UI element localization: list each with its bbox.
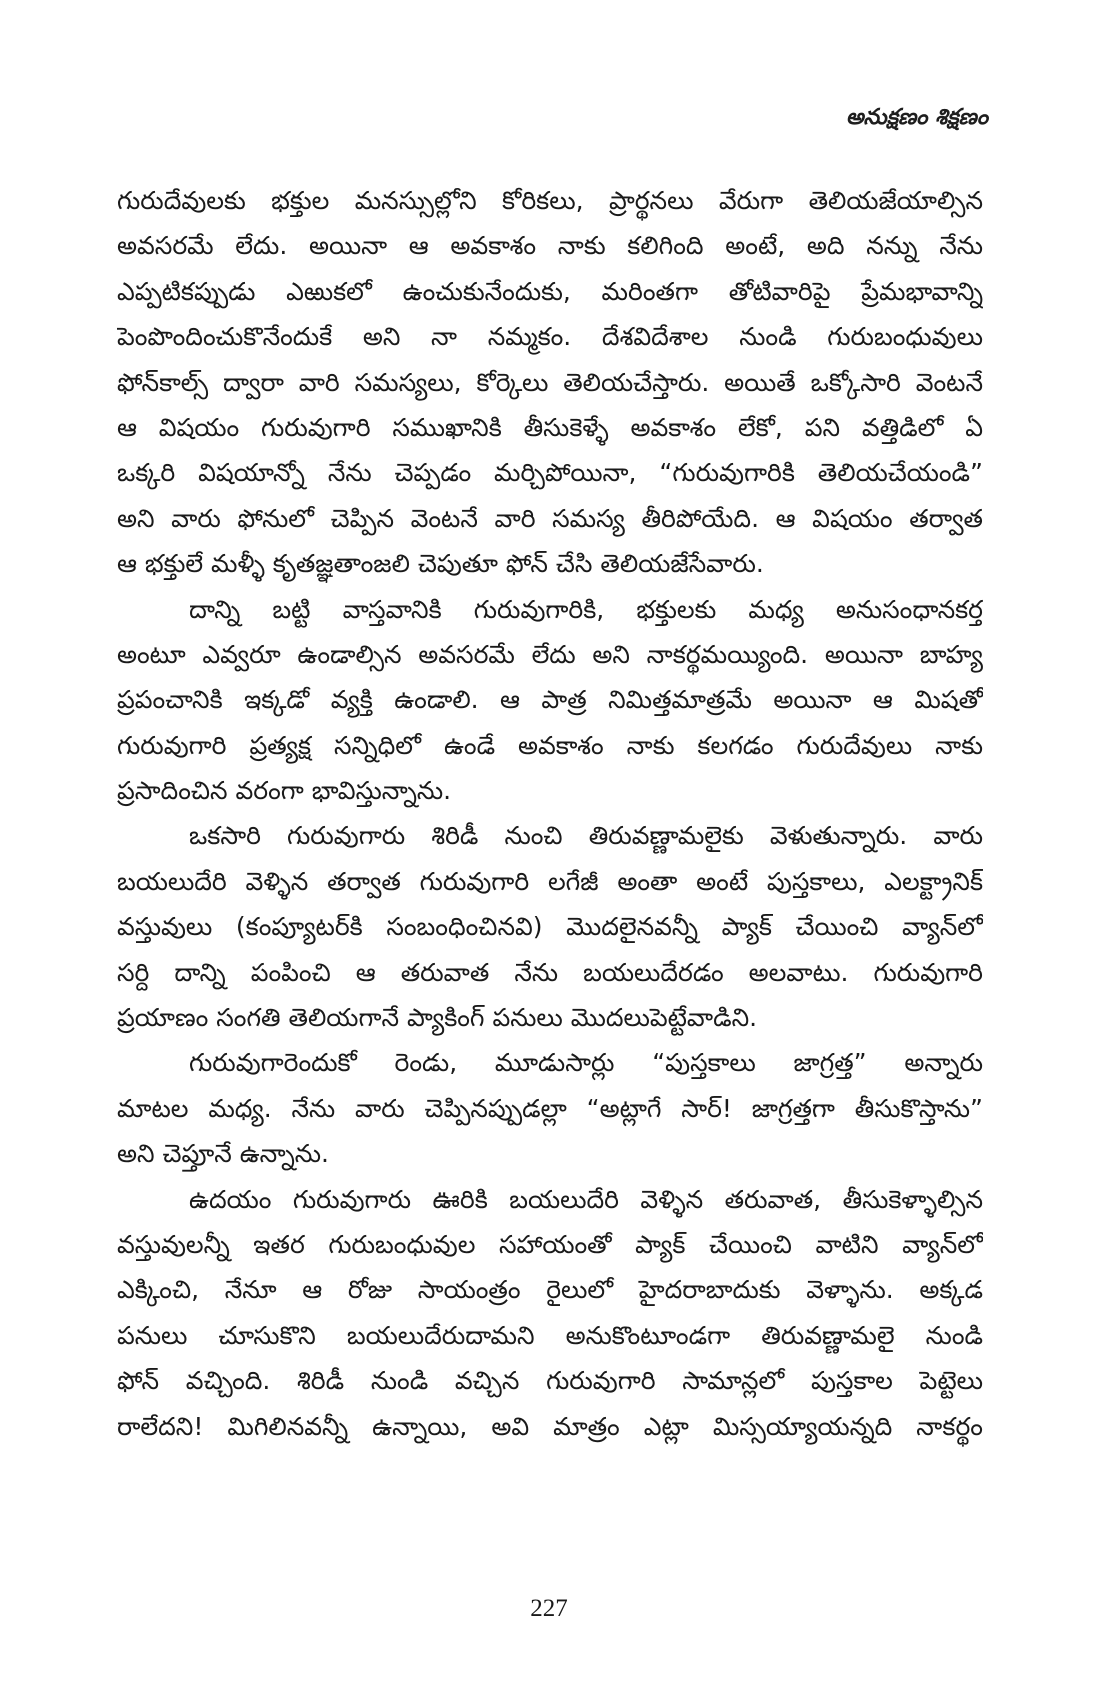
text-line: ప్రసాదించిన వరంగా భావిస్తున్నాను. xyxy=(117,776,452,806)
paragraph xyxy=(117,813,983,1040)
text-line: ఒకసారి గురువుగారు శిరిడీ నుంచి తిరువణ్ణామలైకు వెళుతున్నారు. వారు xyxy=(189,821,983,851)
text-line: ఉదయం గురువుగారు ఊరికి బయలుదేరి వెళ్ళిన తరువాత, తీసుకెళ్ళాల్సిన xyxy=(189,1184,983,1214)
text-line: అవసరమే లేదు. అయినా ఆ అవకాశం నాకు కలిగింది అంటే, అది నన్ను నేను xyxy=(117,231,983,261)
page-number: 227 xyxy=(530,1595,568,1622)
text-line: ఆ భక్తులే మళ్ళీ కృతజ్ఞతాంజలి చెపుతూ ఫోన్ చేసి తెలియజేసేవారు. xyxy=(117,549,764,579)
paragraph xyxy=(117,1040,983,1176)
text-line: ఎప్పటికప్పుడు ఎఱుకలో ఉంచుకునేందుకు, మరింతగా తోటివారిపై ప్రేమభావాన్ని xyxy=(117,276,983,306)
text-line: పెంపొందించుకొనేందుకే అని నా నమ్మకం. దేశవిదేశాల నుండి గురుబంధువులు xyxy=(117,322,983,352)
paragraph xyxy=(117,178,983,587)
text-line: గురువుగారి ప్రత్యక్ష సన్నిధిలో ఉండే అవకాశం నాకు కలగడం గురుదేవులు నాకు xyxy=(117,730,983,760)
text-line: ఫోన్‌కాల్స్ ద్వారా వారి సమస్యలు, కోర్కెలు తెలియచేస్తారు. అయితే ఒక్కోసారి వెంటనే xyxy=(117,367,983,397)
text-line: దాన్ని బట్టి వాస్తవానికి గురువుగారికి, భక్తులకు మధ్య అనుసంధానకర్త xyxy=(189,594,983,624)
text-line: ఆ విషయం గురువుగారి సముఖానికి తీసుకెళ్ళే అవకాశం లేకో, పని వత్తిడిలో ఏ xyxy=(117,412,983,442)
text-line: అని వారు ఫోనులో చెప్పిన వెంటనే వారి సమస్య తీరిపోయేది. ఆ విషయం తర్వాత xyxy=(117,503,983,533)
text-line: వస్తువులన్నీ ఇతర గురుబంధువుల సహాయంతో ప్యాక్ చేయించి వాటిని వ్యాన్‌లో xyxy=(117,1229,983,1259)
text-line: ఫోన్ వచ్చింది. శిరిడీ నుండి వచ్చిన గురువుగారి సామాన్లలో పుస్తకాల పెట్టెలు xyxy=(117,1366,983,1396)
text-line: అని చెప్తూనే ఉన్నాను. xyxy=(117,1139,329,1169)
text-line: గురువుగారెందుకో రెండు, మూడుసార్లు “పుస్తకాలు జాగ్రత్త” అన్నారు xyxy=(189,1048,983,1078)
text-line: రాలేదని! మిగిలినవన్నీ ఉన్నాయి, అవి మాత్రం ఎట్లా మిస్సయ్యాయన్నది నాకర్థం xyxy=(117,1411,983,1441)
text-line: ఒక్కరి విషయాన్నో నేను చెప్పడం మర్చిపోయినా, “గురువుగారికి తెలియచేయండి” xyxy=(117,458,983,488)
text-line: సర్ది దాన్ని పంపించి ఆ తరువాత నేను బయలుదేరడం అలవాటు. గురువుగారి xyxy=(117,957,983,987)
text-line: ప్రయాణం సంగతి తెలియగానే ప్యాకింగ్ పనులు మొదలుపెట్టేవాడిని. xyxy=(117,1003,758,1033)
text-line: ప్రపంచానికి ఇక్కడో వ్యక్తి ఉండాలి. ఆ పాత్ర నిమిత్తమాత్రమే అయినా ఆ మిషతో xyxy=(117,685,983,715)
text-line: బయలుదేరి వెళ్ళిన తర్వాత గురువుగారి లగేజీ అంతా అంటే పుస్తకాలు, ఎలక్ట్రానిక్ xyxy=(117,866,983,896)
running-header-title: అనుక్షణం శిక్షణం xyxy=(845,105,988,130)
text-line: అంటూ ఎవ్వరూ ఉండాల్సిన అవసరమే లేదు అని నాకర్థమయ్యింది. అయినా బాహ్య xyxy=(117,639,983,669)
text-line: ఎక్కించి, నేనూ ఆ రోజు సాయంత్రం రైలులో హైదరాబాదుకు వెళ్ళాను. అక్కడ xyxy=(117,1275,983,1305)
text-line: మాటల మధ్య. నేను వారు చెప్పినప్పుడల్లా “అట్లాగే సార్! జాగ్రత్తగా తీసుకొస్తాను” xyxy=(117,1093,983,1123)
text-line: గురుదేవులకు భక్తుల మనస్సుల్లోని కోరికలు, ప్రార్థనలు వేరుగా తెలియజేయాల్సిన xyxy=(117,186,983,215)
text-line: వస్తువులు (కంప్యూటర్‌కి సంబంధించినవి) మొదలైనవన్నీ ప్యాక్ చేయించి వ్యాన్‌లో xyxy=(117,912,983,942)
paragraph xyxy=(117,1177,983,1449)
text-line: పనులు చూసుకొని బయలుదేరుదామని అనుకొంటూండగా తిరువణ్ణామలై నుండి xyxy=(117,1320,983,1350)
paragraph xyxy=(117,587,983,814)
body-text xyxy=(117,178,983,1449)
